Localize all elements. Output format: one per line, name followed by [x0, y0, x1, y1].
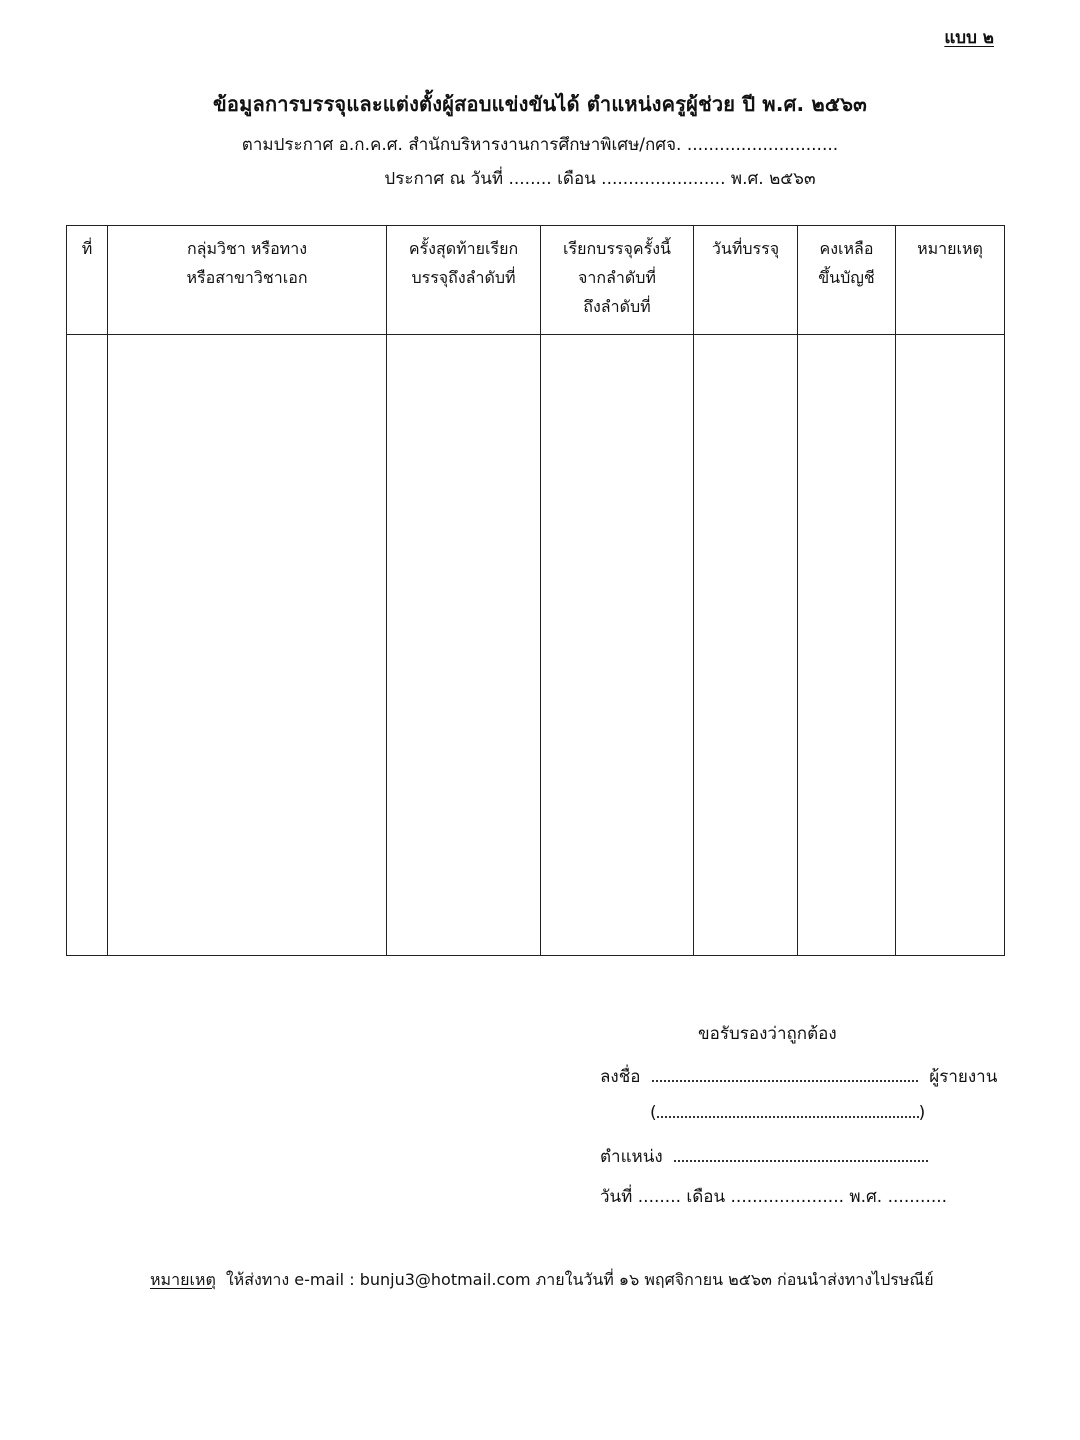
- certification-text: ขอรับรองว่าถูกต้อง: [698, 1024, 837, 1044]
- name-close-paren: ): [918, 1103, 926, 1123]
- sign-year-label: พ.ศ.: [849, 1187, 883, 1207]
- printed-name-field[interactable]: [657, 1102, 919, 1118]
- column-header-subject: กลุ่มวิชา หรือทาง หรือสาขาวิชาเอก: [108, 226, 387, 335]
- signature-field[interactable]: [652, 1066, 918, 1082]
- signature-row: [600, 1063, 997, 1090]
- position-label: ตำแหน่ง: [600, 1147, 663, 1167]
- appointment-table: [66, 225, 1005, 956]
- position-row: [600, 1143, 928, 1170]
- table-cell-no[interactable]: [67, 335, 108, 956]
- position-field[interactable]: [674, 1146, 928, 1162]
- sign-month-field[interactable]: .....................: [730, 1187, 844, 1207]
- remark-text: ให้ส่งทาง e-mail : bunju3@hotmail.com ภายในวันที่ ๑๖ พฤศจิกายน ๒๕๖๓ ก่อนนำส่งทางไปรษณีย์: [225, 1270, 934, 1289]
- sign-label: ลงชื่อ: [600, 1067, 641, 1087]
- announcement-reference: ตามประกาศ อ.ก.ค.ศ. สำนักบริหารงานการศึกษาพิเศษ/กศจ. ............................: [241, 135, 839, 155]
- document-title: ข้อมูลการบรรจุและแต่งตั้งผู้สอบแข่งขันได้ ตำแหน่งครูผู้ช่วย ปี พ.ศ. ๒๕๖๓: [213, 92, 867, 116]
- sign-date-label: วันที่: [600, 1187, 633, 1207]
- table-cell-remaining[interactable]: [798, 335, 896, 956]
- announcement-date: ประกาศ ณ วันที่ ........ เดือน ....................... พ.ศ. ๒๕๖๓: [384, 169, 816, 189]
- printed-name-row: [650, 1102, 925, 1123]
- sign-month-label: เดือน: [686, 1187, 726, 1207]
- column-header-remark: หมายเหตุ: [896, 226, 1005, 335]
- table-cell-last-called[interactable]: [387, 335, 541, 956]
- sign-year-field[interactable]: ...........: [887, 1187, 948, 1207]
- column-header-no: ที่: [67, 226, 108, 335]
- name-open-paren: (: [650, 1103, 657, 1123]
- table-row: [67, 335, 1005, 956]
- table-cell-remark[interactable]: [896, 335, 1005, 956]
- table-header-row: [67, 226, 1005, 335]
- remark-label: หมายเหตุ: [150, 1270, 216, 1289]
- reporter-label: ผู้รายงาน: [929, 1067, 998, 1087]
- footer-remark: [150, 1268, 934, 1293]
- form-code: แบบ ๒: [944, 28, 994, 48]
- table-cell-subject[interactable]: [108, 335, 387, 956]
- sign-date-row: [600, 1183, 947, 1210]
- column-header-appoint-date: วันที่บรรจุ: [694, 226, 798, 335]
- sign-date-field[interactable]: ........: [637, 1187, 682, 1207]
- column-header-remaining: คงเหลือ ขึ้นบัญชี: [798, 226, 896, 335]
- column-header-current-call: เรียกบรรจุครั้งนี้ จากลำดับที่ ถึงลำดับที่: [541, 226, 694, 335]
- column-header-last-called: ครั้งสุดท้ายเรียก บรรจุถึงลำดับที่: [387, 226, 541, 335]
- table-cell-appoint-date[interactable]: [694, 335, 798, 956]
- table-cell-current-call[interactable]: [541, 335, 694, 956]
